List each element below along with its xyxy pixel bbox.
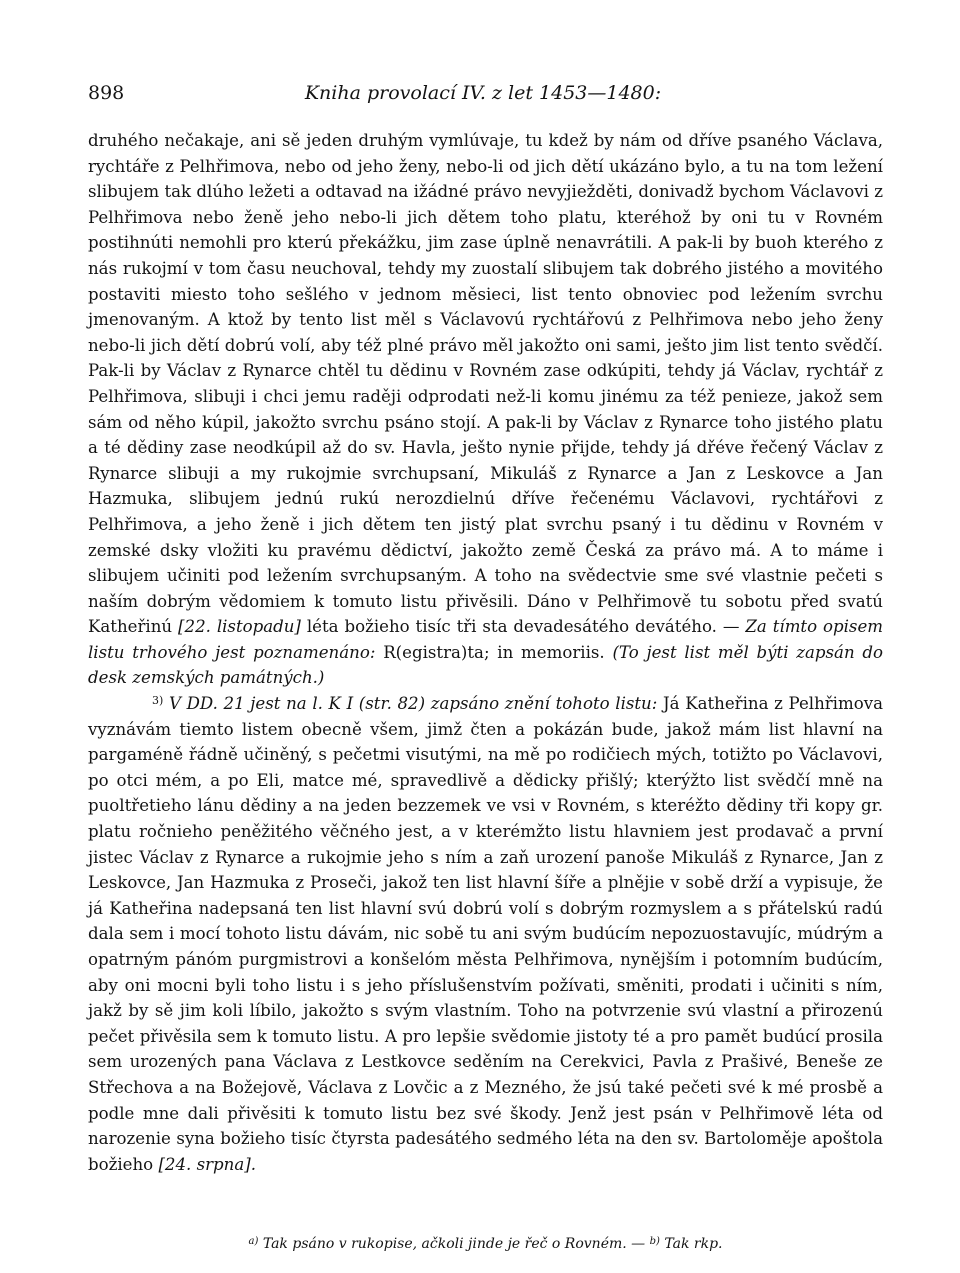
footnotes: [88, 1236, 883, 1252]
charter-date-text: léta božieho tisíc tři sta devadesátého devátého. —: [306, 617, 740, 637]
body-text: [88, 128, 883, 1177]
registry-intro: Za tímto opisem listu trhového jest poznamenáno:: [88, 617, 884, 662]
footnote-a: Tak psáno v rukopise, ačkoli jinde je řeč o Rovném. —: [262, 1236, 646, 1252]
editor-note: (To jest list měl býti zapsán do desk zemských památných.): [88, 642, 884, 688]
paragraph-note-3: [88, 691, 883, 1177]
page-header: [88, 82, 878, 112]
date-note-august: [24. srpna].: [158, 1154, 256, 1174]
registry-note: R(egistra)ta; in memoriis.: [383, 642, 605, 662]
katherina-charter-text: Já Katheřina z Pelhřimova vyznávám tiemto listem obecně všem, jimž čten a pokázán bude, jakož mám list hlavní na pargaméně řádně učiněný, s pečetmi visutými, na mě po rodičiech mých, totižto po Václavovi, po otci mém, a po Eli, matce mé, spravedlivě a dědicky přišlý; kterýžto list svědčí mně na puoltřetieho lánu dědiny a na jeden bezzemek ve vsi v Rovném, s kteréžto dědiny tři kopy gr. platu ročnieho peněžitého věčného jest, a v kterémžto listu hlavniem jest prodavač a první jistec Václav z Rynarce a rukojmie jeho s ním a zaň urození panoše Mikuláš z Rynarce, Jan z Leskovce, Jan Hazmuka z Proseči, jakož ten list hlavní šíře a plnějie v sobě drží a vypisuje, že já Katheřina nadepsaná ten list hlavní svú dobrú volí s dobrým rozmyslem a s přátelskú radú dala sem i mocí tohoto listu dávám, nic sobě tu ani svým budúcím nepozuostavujíc, múdrým a opatrným pánóm purgmistrovi a konšelóm města Pelhřimova, nynějším i potomním budúcím, aby oni mocni byli toho listu i s jeho příslušenstvím požívati, směniti, prodati i učiniti s ním, jakž by sě jim koli líbilo, jakožto s svým vlastním. Toho na potvrzenie svú vlastní a přirozenú pečet přivěsila sem k tomuto listu. A pro lepšie svědomie jistoty té a pro pamět budúcí prosila sem urozených pana Václava z Lestkovce seděním na Cerekvici, Pavla z Prašivé, Beneše ze Střechova a na Božejově, Václava z Lovčic a z Mezného, že jsú také pečeti své k mé prosbě a podle mne dali přivěsiti k tomuto listu bez své škody. Jenž jest psán v Pelhřimově léta od narozenie syna božieho tisíc čtyrsta padesátého sedmého léta na den sv. Bartoloměje apoštola božieho: [88, 694, 883, 1174]
date-note-november: [22. listopadu]: [178, 617, 301, 637]
charter-text: druhého nečakaje, ani sě jeden druhým vymlúvaje, tu kdež by nám od dříve psaného Václava, rychtáře z Pelhřimova, nebo od jeho ženy, nebo-li od jich dětí ukázáno bylo, a tu na tom ležení slibujem tak dlúho ležeti a odtavad na ižádné právo nevyjiežděti, donivadž bychom Václavovi z Pelhřimova nebo ženě jeho nebo-li jich dětem toho platu, kteréhož by oni tu v Rovném postihnúti nemohli pro kterú překážku, jim zase úplně nenavrátili. A pak-li by buoh kterého z nás rukojmí v tom času neuchoval, tehdy my zuostalí slibujem tak dobrého jistého a movitého postaviti miesto toho sešlého v jednom měsieci, list tento obnoviec pod ležením svrchu jmenovaným. A ktož by tento list měl s Václavovú rychtářovú z Pelhřimova nebo jeho ženy nebo-li jich dětí dobrú volí, aby též plné právo měl jakožto oni sami, ješto jim list tento svědčí. Pak-li by Václav z Rynarce chtěl tu dědinu v Rovném zase odkúpiti, tehdy já Václav, rychtář z Pelhřimova, slibuji i chci jemu raději odprodati než-li komu jinému za též penieze, jakož sem sám od něho kúpil, jakožto svrchu psáno stojí. A pak-li by Václav z Rynarce toho jistého platu a té dědiny zase neodkúpil až do sv. Havla, ješto nynie přijde, tehdy já dřéve řečený Václav z Rynarce slibuji a my rukojmie svrchupsaní, Mikuláš z Rynarce a Jan z Leskovce a Jan Hazmuka, slibujem jednú rukú nerozdielnú dříve řečenému Václavovi, rychtářovi z Pelhřimova, a jeho ženě i jich dětem ten jistý plat svrchu psaný i tu dědinu v Rovném v zemské dsky vložiti ku pravému dědictví, jakožto země Česká za právo má. A to máme i slibujem učiniti pod ležením svrchupsaným. A toho na svědectvie sme své vlastnie pečeti s naším dobrým vědomiem k tomuto listu přivěsili. Dáno v Pelhřimově tu sobotu před svatú Katheřinú: [88, 131, 883, 637]
page-number: 898: [88, 82, 125, 104]
paragraph-charter-text: [88, 128, 883, 691]
note-intro: V DD. 21 jest na l. K I (str. 82) zapsáno znění tohoto listu:: [168, 694, 658, 714]
footnote-b: Tak rkp.: [664, 1236, 723, 1252]
footnote-b-marker: b): [649, 1236, 660, 1247]
running-title: Kniha provolací IV. z let 1453—1480:: [304, 82, 662, 104]
footnote-a-marker: a): [248, 1236, 259, 1247]
note-marker: 3): [152, 694, 164, 708]
